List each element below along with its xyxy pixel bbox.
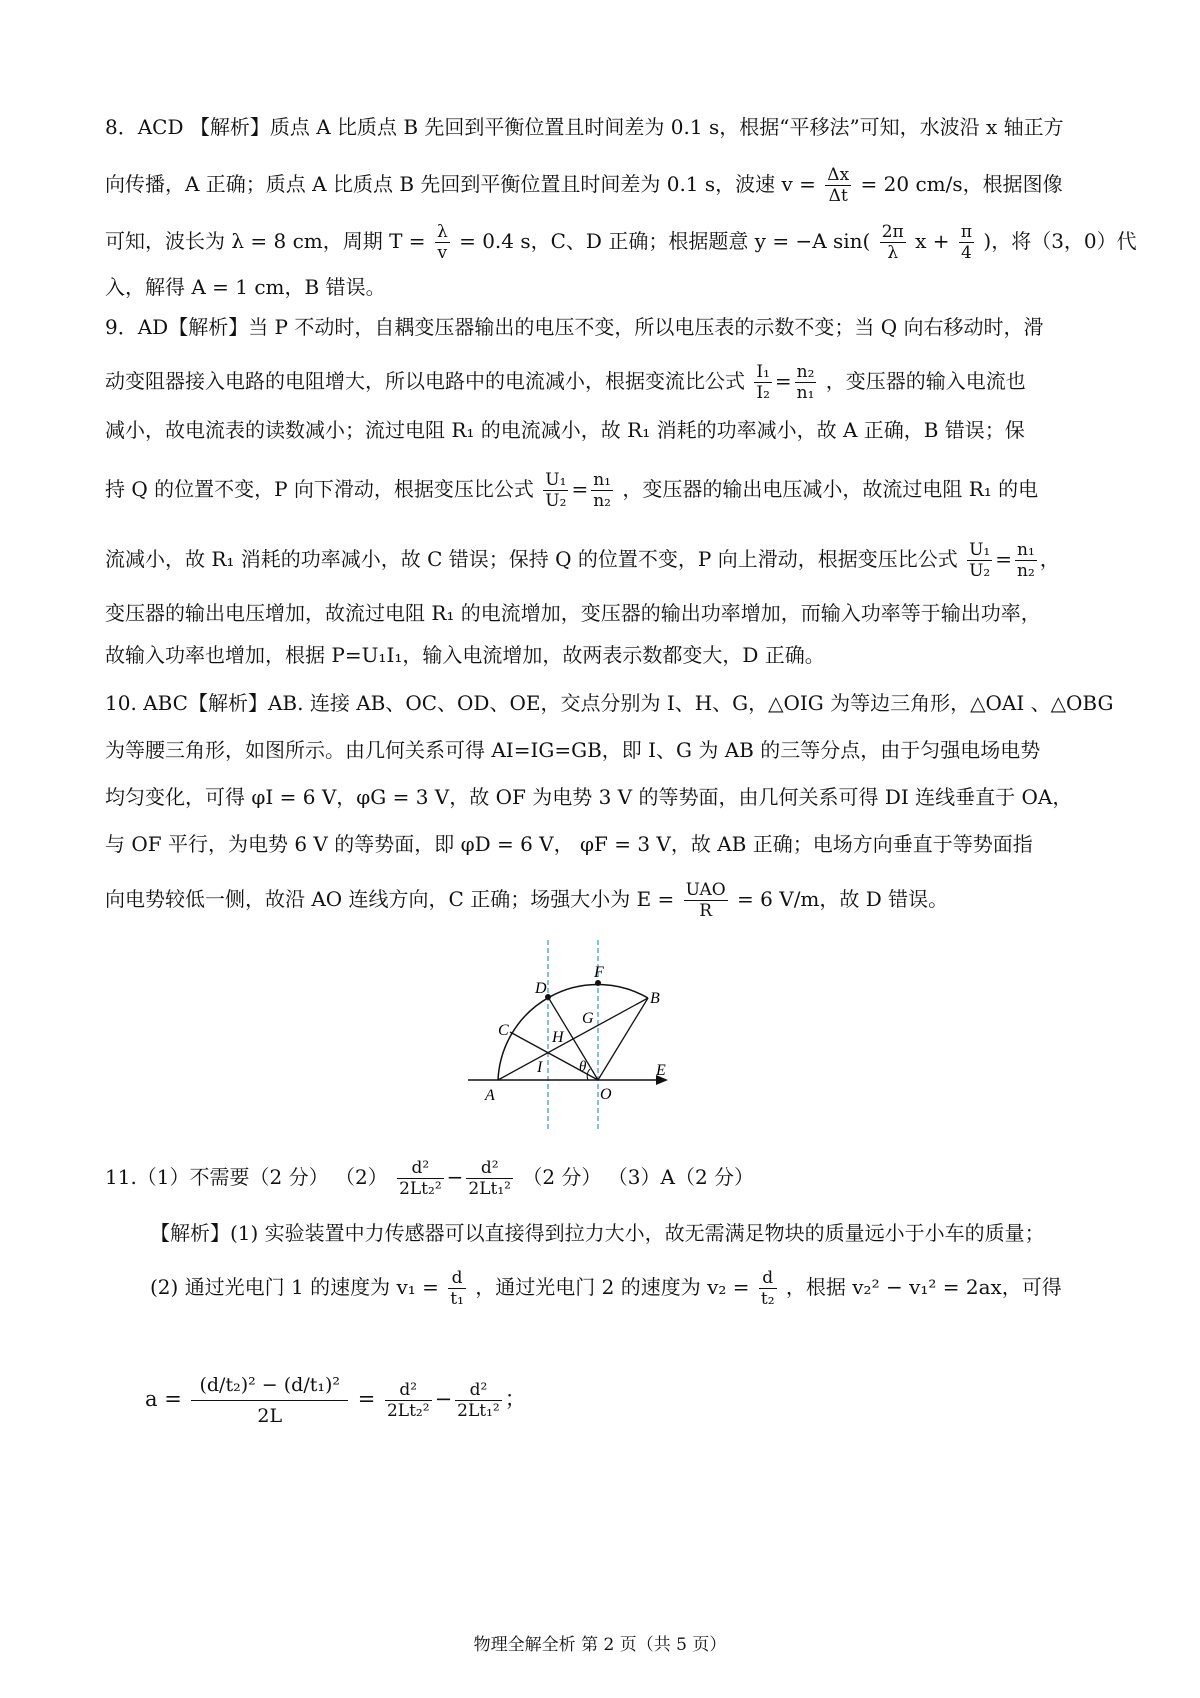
q11-line-3: (2) 通过光电门 1 的速度为 v₁ = $\frac{d}{\text{t₁}}$ ，通过光电门 2 的速度为 v₂ = $\frac{d}{\text{t₂}}$ ，根据 v₂² − v₁² = 2ax，可得 <box>150 1268 1062 1309</box>
q9-line-6: 变压器的输出电压增加，故流过电阻 R₁ 的电流增加，变压器的输出功率增加，而输入功率等于输出功率， <box>105 601 1041 625</box>
geometry-figure <box>460 935 690 1140</box>
q8-line-3: 可知，波长为 λ = 8 cm，周期 T = $\frac{\lambda}{v}$ = 0.4 s，C、D 正确；根据题意 y = −A sin( $\frac{2\pi}{\lambda}$ x + $\frac{\pi}{4}$ )，将（3，0）代 <box>105 222 1137 263</box>
label-E: E <box>656 1062 666 1079</box>
q10-line-1: 10. ABC【解析】AB. 连接 AB、OC、OD、OE，交点分别为 I、H、G，△OIG 为等边三角形，△OAI 、△OBG <box>105 691 1114 715</box>
line-OB <box>598 998 648 1080</box>
q11-line-1: 11.（1）不需要（2 分） （2） $\frac{\text{d²}}{\text{2Lt₂²}}$ − $\frac{\text{d²}}{\text{2Lt₁²}}$ （2 分） （3）A（2 分） <box>105 1158 755 1199</box>
q9-line-5: 流减小，故 R₁ 消耗的功率减小，故 C 错误；保持 Q 的位置不变，P 向上滑动，根据变压比公式 $\frac{\text{U₁}}{\text{U₂}}$ = $\frac{\text{n₁}}{\text{n₂}}$ ， <box>105 540 1060 581</box>
q11-line-4: a = $\frac{\text{(d/t₂)² − (d/t₁)²}}{2L}$ = $\frac{\text{d²}}{\text{2Lt₂²}}$ − $\frac{\text{d²}}{\text{2Lt₁²}}$ ； <box>145 1370 526 1431</box>
label-B: B <box>650 990 660 1007</box>
label-theta: θ <box>579 1059 587 1075</box>
q11-line-2: 【解析】(1) 实验装置中力传感器可以直接得到拉力大小，故无需满足物块的质量远小于小车的质量； <box>150 1221 1045 1245</box>
q9-line-7: 故输入功率也增加，根据 P=U₁I₁，输入电流增加，故两表示数都变大，D 正确。 <box>105 643 825 667</box>
q10-line-4: 与 OF 平行，为电势 6 V 的等势面，即 φD = 6 V， φF = 3 V，故 AB 正确；电场方向垂直于等势面指 <box>105 832 1033 856</box>
q9-line-1: 9．AD【解析】当 P 不动时，自耦变压器输出的电压不变，所以电压表的示数不变；当 Q 向右移动时，滑 <box>105 315 1044 339</box>
q9-line-3: 减小，故电流表的读数减小；流过电阻 R₁ 的电流减小，故 R₁ 消耗的功率减小，故 A 正确，B 错误；保 <box>105 418 1025 442</box>
label-H: H <box>552 1029 564 1046</box>
page-footer: 物理全解全析 第 2 页（共 5 页） <box>473 1635 727 1655</box>
q10-line-2: 为等腰三角形，如图所示。由几何关系可得 AI=IG=GB，即 I、G 为 AB 的三等分点，由于匀强电场电势 <box>105 738 1041 762</box>
label-D: D <box>535 980 547 997</box>
label-F: F <box>594 964 604 981</box>
label-A: A <box>485 1087 495 1104</box>
q8-line-2: 向传播，A 正确；质点 A 比质点 B 先回到平衡位置且时间差为 0.1 s，波速 v = $\frac{\Delta x}{\Delta t}$ = 20 cm/s，根据图像 <box>105 165 1063 206</box>
label-C: C <box>498 1022 509 1039</box>
label-O: O <box>600 1086 612 1103</box>
q9-line-4: 持 Q 的位置不变，P 向下滑动，根据变压比公式 $\frac{\text{U₁}}{\text{U₂}}$ = $\frac{\text{n₁}}{\text{n₂}}$ ，变压器的输出电压减小，故流过电阻 R₁ 的电 <box>105 470 1039 511</box>
label-I: I <box>537 1059 543 1076</box>
label-G: G <box>582 1010 594 1027</box>
q8-line-4: 入，解得 A = 1 cm，B 错误。 <box>105 275 386 299</box>
q10-line-5: 向电势较低一侧，故沿 AO 连线方向，C 正确；场强大小为 E = $\frac{\text{UAO}}{R}$ = 6 V/m，故 D 错误。 <box>105 880 949 921</box>
q9-line-2: 动变阻器接入电路的电阻增大，所以电路中的电流减小，根据变流比公式 $\frac{\text{I₁}}{\text{I₂}}$ = $\frac{\text{n₂}}{\text{n₁}}$ ，变压器的输入电流也 <box>105 362 1026 403</box>
q10-line-3: 均匀变化，可得 φI = 6 V，φG = 3 V，故 OF 为电势 3 V 的等势面，由几何关系可得 DI 连线垂直于 OA， <box>105 785 1073 809</box>
q8-line-1: 8．ACD 【解析】质点 A 比质点 B 先回到平衡位置且时间差为 0.1 s，根据“平移法”可知，水波沿 x 轴正方 <box>105 115 1064 139</box>
